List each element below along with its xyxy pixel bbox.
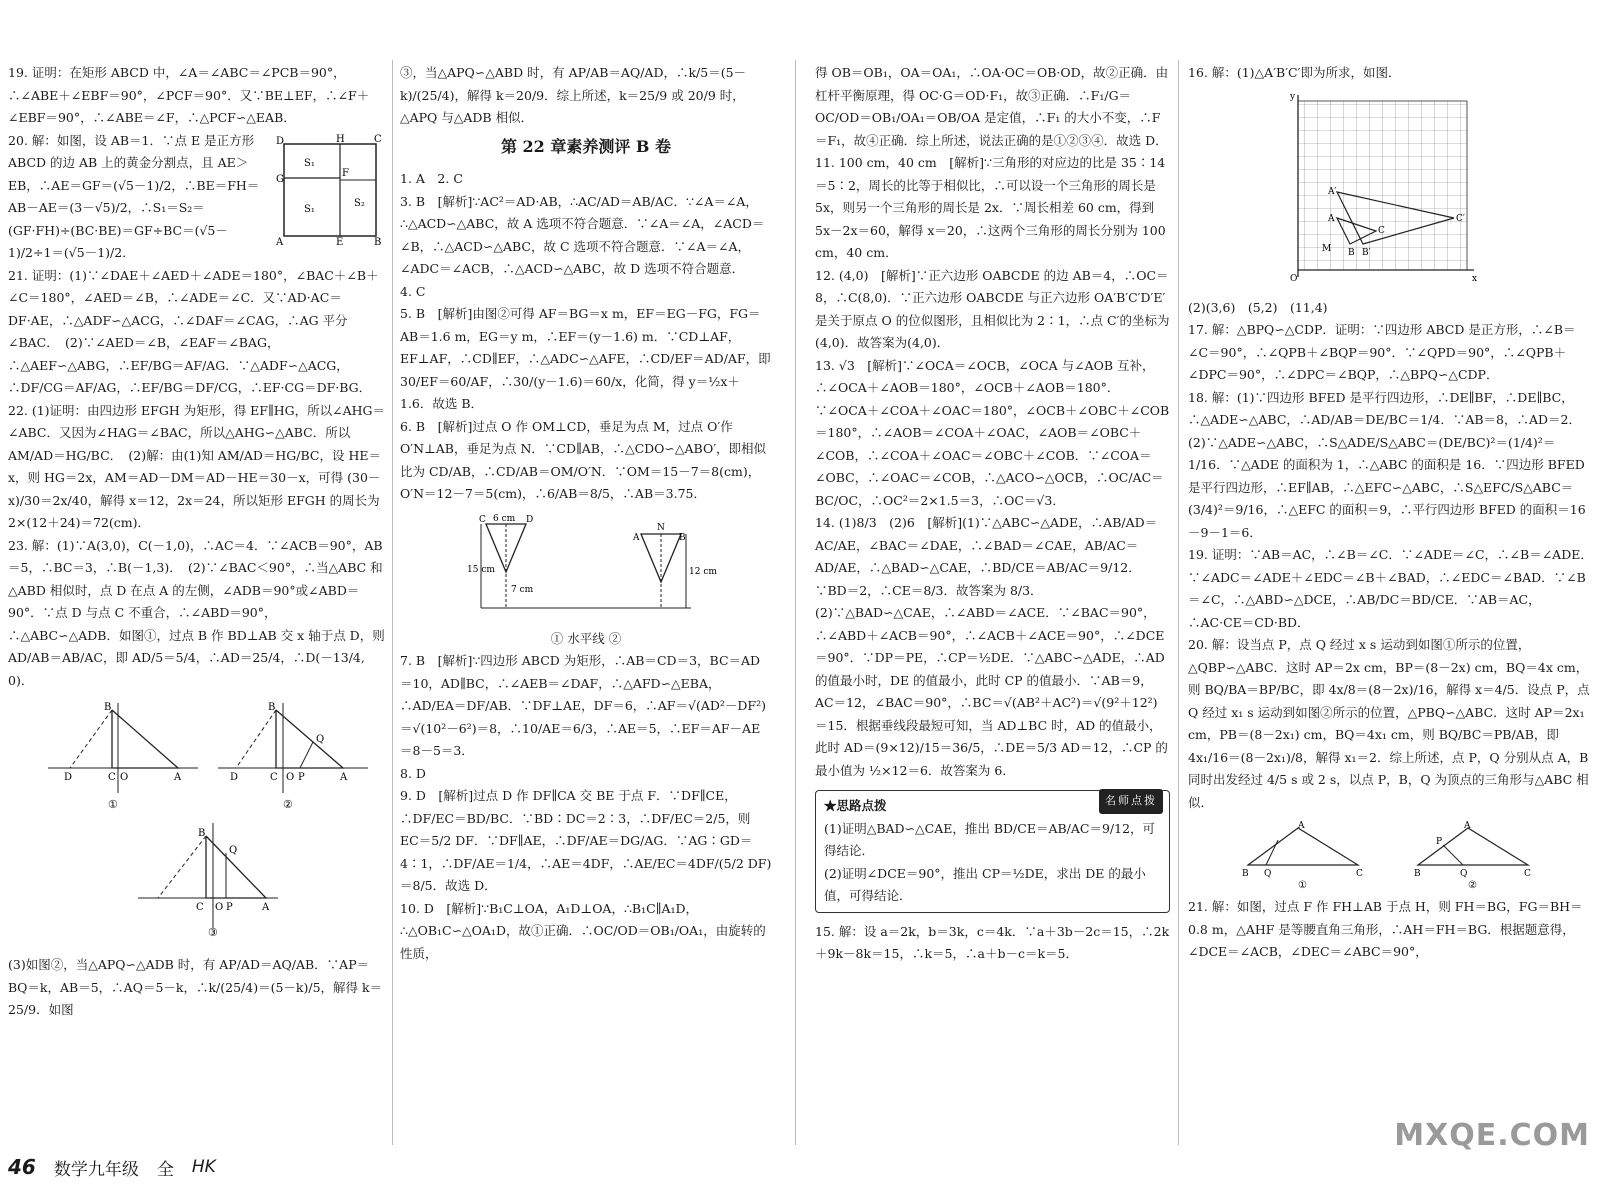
svg-text:B: B [1348,247,1355,258]
answer-17: 17. 解：△BPQ∽△CDP．证明：∵四边形 ABCD 是正方形，∴∠B＝∠C＝90°，∴∠QPB＋∠BQP＝90°．∵∠QPD＝90°，∴∠QPB＋∠DPC＝90°，∴∠DPC＝∠BQP，∴△BPQ∽△CDP． [1188,322,1576,382]
svg-text:H: H [336,133,345,145]
svg-text:B: B [374,236,382,248]
answer-20: 20. 解：如图，设 AB＝1．∵点 E 是正方形 ABCD 的边 AB 上的黄金分割点，且 AE＞EB，∴AE＝GF＝(√5－1)/2，∴BE＝FH＝AB－AE＝(3－√5)/2，∴S₁＝S₂＝(GF·FH)÷(BC·BE)＝GF÷BC＝(√5－1)/2÷1＝(√5－1)/2． [8,132,260,260]
answer-14: 14. (1)8/3 (2)6 [解析](1)∵△ABC∽△ADE，∴AB/AD＝AC/AE，∠BAC＝∠DAE，∴∠BAD＝∠CAE，AB/AC＝AD/AE，∴△BAD∽△CAE，∴BD/CE＝AB/AC＝9/12．∵BD＝2，∴CE＝8/3．故答案为 8/3．(2)∵△BAD∽△CAE，∴∠ABD＝∠ACE．∵∠BAC＝90°，∴∠ABD＋∠ACB＝90°，∴∠ACB＋∠ACE＝90°，∴∠DCE＝90°．∵DP＝PE，∴CP＝½DE．∵△ABC∽△ADE，∴AD 的值最小时，DE 的值最小，此时 CP 的值最小．∵AB＝9，AC＝12，∠BAC＝90°，∴BC＝√(AB²＋AC²)＝√(9²＋12²)＝15．根据垂线段最短可知，当 AD⊥BC 时，AD 的值最小，此时 AD＝(9×12)/15＝36/5，∴DE＝5/3 AD＝12，∴CP 的最小值为 ½×12＝6．故答案为 6． [815,515,1168,778]
svg-text:①: ① [1298,880,1307,891]
svg-text:A: A [340,772,348,783]
svg-text:S₁: S₁ [304,203,315,215]
page-number: 46 [8,1155,36,1179]
svg-text:A: A [633,532,640,543]
svg-text:6 cm: 6 cm [493,513,516,524]
figure-q6 [400,512,772,622]
svg-text:S₂: S₂ [354,197,365,209]
answer-21-b: 21. 解：如图，过点 F 作 FH⊥AB 于点 H，则 FH＝BG，FG＝BH＝0.8 m，△AHF 是等腰直角三角形，∴AH＝FH＝BG．根据题意得，∠DCE＝∠ACB，∠DEC＝∠ABC＝90°， [1188,899,1583,959]
svg-text:A: A [262,902,270,913]
svg-text:③: ③ [208,926,218,939]
answer-4: 4. C [400,283,426,299]
answer-10-cont: 得 OB＝OB₁，OA＝OA₁，∴OA·OC＝OB·OD，故②正确．由杠杆平衡原理，得 OC·G＝OD·F₁，故③正确．∴F₁/G＝OC/OD＝OB₁/OA₁＝OB/OA 是定值，∴F₁ 的大小不变，∴F＝F₁，故④正确．综上所述，说法正确的是①②③④．故选 D． [815,65,1169,148]
answer-7: 7. B [解析]∵四边形 ABCD 为矩形，∴AB＝CD＝3，BC＝AD＝10，AD∥BC，∴∠AEB＝∠DAF，∴△AFD∽△EBA，∴AD/EA＝DF/AB．∵DF⊥AE，DF＝6，∴AF＝√(AD²－DF²)＝√(10²－6²)＝8，∴10/AE＝6/3，∴AE＝5，∴EF＝AF－AE＝8－5＝3． [400,653,766,758]
svg-text:C: C [196,902,204,913]
answer-23-part3: (3)如图②，当△APQ∽△ADB 时，有 AP/AD＝AQ/AB．∵AP＝BQ＝k，AB＝5，∴AQ＝5－k，∴k/(25/4)＝(5－k)/5，解得 k＝25/9．如图 [8,957,383,1017]
svg-text:C: C [108,772,116,783]
answer-15: 15. 解：设 a＝2k，b＝3k，c＝4k．∵a＋3b－2c＝15，∴2k＋9k－8k＝15，∴k＝5，∴a＋b－c＝k＝5． [815,923,1170,961]
answer-13: 13. √3 [解析]∵∠OCA＝∠OCB，∠OCA 与∠AOB 互补，∴∠OCA＋∠AOB＝180°，∠OCB＋∠AOB＝180°．∵∠OCA＋∠COA＋∠OAC＝180°，∠OCB＋∠OBC＋∠COB＝180°，∴∠AOB＝∠COA＋∠OAC，∠AOB＝∠OBC＋∠COB，∴∠COA＋∠OAC＝∠OBC＋∠COB．∵∠COA＝∠OBC，∴∠OAC＝∠COB，∴△ACO∽△OCB，∴OC/AC＝BC/OC，∴OC²＝2×1.5＝3，∴OC＝√3． [815,357,1170,508]
answer-19-b: 19. 证明：∵AB＝AC，∴∠B＝∠C．∵∠ADE＝∠C，∴∠B＝∠ADE．∵∠ADC＝∠ADE＋∠EDC＝∠B＋∠BAD，∴∠EDC＝∠BAD．∵∠B＝∠C，∴△ABD∽△DCE，∴AB/DC＝BD/CE．∵AB＝AC，∴AC·CE＝CD·BD． [1188,547,1593,630]
answer-23-cont: ③，当△APQ∽△ABD 时，有 AP/AB＝AQ/AD，∴k/5＝(5－k)/(25/4)，解得 k＝20/9．综上所述，k＝25/9 或 20/9 时，△APQ 与△ADB 相似． [400,65,747,125]
answer-3: 3. B [解析]∵AC²＝AD·AB，∴AC/AD＝AB/AC．∵∠A＝∠A，∴△ACD∽△ABC，故 A 选项不符合题意．∵∠A＝∠A，∠ACD＝∠B，∴△ACD∽△ABC，故 C 选项不符合题意．∵∠A＝∠A，∠ADC＝∠ACB，∴△ACD∽△ABC，故 D 选项不符合题意． [400,193,765,276]
svg-text:C: C [1356,869,1363,879]
answer-9: 9. D [解析]过点 D 作 DF∥CA 交 BE 于点 F．∵DF∥CE，∴DF/EC＝BD/BC．∵BD∶DC＝2∶3，∴DF/EC＝2/5，则 EC＝5/2 DF．∵DF∥AE，∴DF/AE＝DG/AG．∵AG∶GD＝4∶1，∴DF/AE＝1/4，∴AE＝4DF，∴AE/EC＝4DF/(5/2 DF)＝8/5．故选 D． [400,788,772,893]
svg-text:A: A [174,772,182,783]
svg-text:A: A [1464,821,1471,831]
svg-text:C: C [479,514,486,525]
svg-text:O: O [120,772,129,783]
svg-text:C: C [1378,225,1385,236]
tip-title: ★思路点拨 [824,798,887,813]
svg-text:M: M [1322,243,1332,254]
svg-text:N: N [657,522,665,533]
svg-text:C′: C′ [1456,213,1465,224]
svg-text:P: P [226,902,233,913]
edition-label: HK [191,1157,216,1177]
figure-q20-square [274,134,386,246]
svg-text:D: D [64,772,73,783]
svg-text:x: x [1472,273,1478,284]
svg-text:G: G [276,173,284,185]
answer-10: 10. D [解析]∵B₁C⊥OA，A₁D⊥OA，∴B₁C∥A₁D，∴△OB₁C∽△OA₁D，故①正确．∴OC/OD＝OB₁/OA₁，由旋转的性质， [400,900,766,961]
book-title: 数学九年级 [53,1159,139,1180]
svg-text:②: ② [1468,880,1477,891]
svg-text:F: F [342,167,349,179]
svg-text:A: A [1328,213,1335,224]
volume-label: 全 [156,1159,174,1180]
svg-text:C: C [1524,869,1531,879]
figure-q16-grid [1278,91,1593,291]
svg-text:Q: Q [316,734,325,745]
svg-text:7 cm: 7 cm [511,584,534,595]
answer-1-2: 1. A 2. C [400,171,463,186]
funnel-diagram [461,512,717,622]
svg-text:B: B [268,702,276,713]
svg-text:B: B [679,532,686,543]
answer-12: 12. (4,0) [解析]∵正六边形 OABCDE 的边 AB＝4，∴OC＝8，∴C(8,0)．∵正六边形 OABCDE 与正六边形 OA′B′C′D′E′是关于原点 O 的位似图形，且相似比为 2∶1，∴点 C′的坐标为(4,0)．故答案为(4,0)． [815,267,1170,350]
answer-19: 19. 证明：在矩形 ABCD 中，∠A＝∠ABC＝∠PCB＝90°，∴∠ABE＋∠EBF＝90°，∠PCF＝90°．又∵BE⊥EF，∴∠F＋∠EBF＝90°，∴∠ABE＝∠F，∴△PCF∽△EAB． [8,65,370,125]
svg-text:②: ② [283,798,293,811]
svg-text:Q: Q [1264,869,1272,879]
answer-6: 6. B [解析]过点 O 作 OM⊥CD，垂足为点 M，过点 O′作 O′N⊥AB，垂足为点 N．∵CD∥AB，∴△CDO∽△ABO′，即相似比为 CD/AB，∴CD/AB＝OM/O′N．∵OM＝15－7＝8(cm)，O′N＝12－7＝5(cm)，∴6/AB＝8/5，∴AB＝3.75． [400,418,767,501]
answer-8: 8. D [400,765,426,781]
figure-1 [48,702,198,811]
column-divider [1178,60,1179,1145]
svg-text:A: A [1298,821,1305,831]
svg-text:12 cm: 12 cm [689,566,717,577]
column-1 [8,62,386,1147]
svg-text:C: C [270,772,278,783]
svg-text:B: B [198,828,206,839]
grid-coordinate-figure [1278,91,1478,291]
answer-11: 11. 100 cm，40 cm [解析]∵三角形的对应边的比是 35∶14＝5∶2，周长的比等于相似比，∴可以设一个三角形的周长是 5x，则另一个三角形的周长是 2x．∵周长相差 60 cm，得到 5x－2x＝60，解得 x＝20，∴这两个三角形的周长分别为 100 cm，40 cm． [815,155,1166,260]
answer-16: 16. 解：(1)△A′B′C′即为所求，如图． [1188,65,1401,80]
column-3 [815,62,1170,1147]
page-footer [8,1152,216,1182]
svg-text:y: y [1290,91,1296,102]
figure-q23-graphs [8,698,386,948]
golden-square-diagram [274,134,386,246]
svg-text:P: P [298,772,305,783]
svg-text:P: P [1436,837,1443,847]
answer-18: 18. 解：(1)∵四边形 BFED 是平行四边形，∴DE∥BF，∴DE∥BC，∴△ADE∽△ABC，∴AD/AB＝DE/BC＝1/4．∵AB＝8，∴AD＝2． (2)∵△ADE∽△ABC，∴S△ADE/S△ABC＝(DE/BC)²＝(1/4)²＝1/16．∵△ADE 的面积为 1，∴△ABC 的面积是 16．∵四边形 BFED 是平行四边形，∴EF∥AB，∴△EFC∽△ABC，∴S△EFC/S△ABC＝(3/4)²＝9/16，∴△EFC 的面积＝9，∴平行四边形 BFED 的面积＝16－9－1＝6． [1188,389,1588,540]
svg-text:S₁: S₁ [304,157,315,169]
tip-line-2: (2)证明∠DCE＝90°，推出 CP＝½DE，求出 DE 的最小值，可得结论． [824,865,1146,903]
answer-20-b: 20. 解：设当点 P，点 Q 经过 x s 运动到如图①所示的位置，△QBP∽△ABC．这时 AP＝2x cm，BP＝(8－2x) cm，BQ＝4x cm，则 BQ/BA＝BP/BC，即 4x/8＝(8－2x)/16，解得 x＝4/5．设点 P，点 Q 经过 x₁ s 运动到如图②所示的位置，△PBQ∽△ABC．这时 AP＝2x₁ cm，PB＝(8－2x₁) cm，BQ＝4x₁ cm，则 BQ/BC＝PB/AB，即 4x₁/16＝(8－2x₁)/8，解得 x₁＝2．综上所述，点 P，Q 分别从点 A，B 同时出发经过 4/5 s 或 2 s，以点 P，B，Q 为顶点的三角形与△ABC 相似． [1188,637,1590,810]
figure-q20-triangles [1238,820,1593,890]
svg-text:D: D [230,772,239,783]
svg-text:E: E [336,236,344,248]
svg-text:Q: Q [1460,869,1468,879]
svg-text:①: ① [108,798,118,811]
figure-2 [218,702,368,811]
watermark-logo: MXQE.COM [1394,1118,1590,1153]
tip-badge: 名师点拨 [1099,789,1163,814]
svg-text:D: D [276,135,285,147]
svg-text:A: A [276,236,284,248]
answer-16-part2: (2)(3,6) (5,2) (11,4) [1188,299,1328,315]
svg-text:C: C [374,133,382,145]
column-divider [795,60,796,1145]
column-divider [392,60,393,1145]
section-title: 第 22 章素养测评 B 卷 [500,136,672,156]
answer-22: 22. (1)证明：由四边形 EFGH 为矩形，得 EF∥HG，所以∠AHG＝∠ABC．又因为∠HAG＝∠BAC，所以△AHG∽△ABC．所以 AM/AD＝HG/BC． (2)解：由(1)知 AM/AD＝HG/BC，设 HE＝x，则 HG＝2x，AM＝AD－DM＝AD－HE＝30－x，可得 (30－x)/30＝2x/40，解得 x＝12，2x＝24，所以矩形 EFGH 的周长为 2×(12＋24)＝72(cm)． [8,402,386,530]
tip-line-1: (1)证明△BAD∽△CAE，推出 BD/CE＝AB/AC＝9/12，可得结论． [824,820,1156,858]
svg-text:O: O [1290,273,1298,284]
svg-text:B: B [1242,869,1249,879]
answer-23: 23. 解：(1)∵A(3,0)，C(－1,0)，∴AC＝4．∵∠ACB＝90°，AB＝5，∴BC＝3，∴B(－1,3)． (2)∵∠BAC＜90°，∴当△ABC 和△ABD 相似时，点 D 在点 A 的左侧，∠ADB＝90°或∠ABD＝90°．∵点 D 与点 C 不重合，∴∠ABD＝90°，∴△ABC∽△ADB．如图①，过点 B 作 BD⊥AB 交 x 轴于点 D，则 AD/AB＝AB/AC，即 AD/5＝5/4，∴AD＝25/4，∴D(－13/4, 0)． [8,537,385,688]
figure-q6-caption: ① 水平线 ② [550,630,622,646]
svg-text:O: O [286,772,295,783]
moving-points-figure [1238,820,1538,890]
answer-21: 21. 证明：(1)∵∠DAE＋∠AED＋∠ADE＝180°，∠BAC＋∠B＋∠C＝180°，∠AED＝∠B，∴∠ADE＝∠C．又∵AD·AC＝DF·AE，∴△ADF∽△ACG，∴∠DAF＝∠CAG，∴AG 平分∠BAC． (2)∵∠AED＝∠B，∠EAF＝∠BAG，∴△AEF∽△ABG，∴EF/BG＝AF/AG．∵△ADF∽△ACG，∴DF/CG＝AF/AG，∴EF/BG＝DF/CG，∴EF·CG＝DF·BG． [8,267,379,395]
svg-text:B: B [1414,869,1421,879]
svg-text:Q: Q [229,845,238,856]
svg-text:A′: A′ [1328,186,1337,197]
figure-3 [138,823,278,939]
svg-text:15 cm: 15 cm [467,564,495,575]
column-2 [400,62,772,1147]
tip-box [815,790,1170,913]
answer-5: 5. B [解析]由图②可得 AF＝BG＝x m，EF＝EG－FG，FG＝AB＝1.6 m，EG＝y m，∴EF＝(y－1.6) m．∵CD⊥AF，EF⊥AF，∴CD∥EF，∴△ADC∽△AFE，∴CD/EF＝AD/AF，即 30/EF＝60/AF，∴30/(y－1.6)＝60/x，化简，得 y＝½x＋1.6．故选 B． [400,306,771,411]
column-4 [1188,62,1593,1147]
svg-text:B′: B′ [1362,247,1371,258]
svg-text:B: B [104,702,112,713]
svg-text:D: D [526,514,534,525]
svg-text:O: O [215,902,224,913]
q23-coordinate-figures [8,698,378,948]
